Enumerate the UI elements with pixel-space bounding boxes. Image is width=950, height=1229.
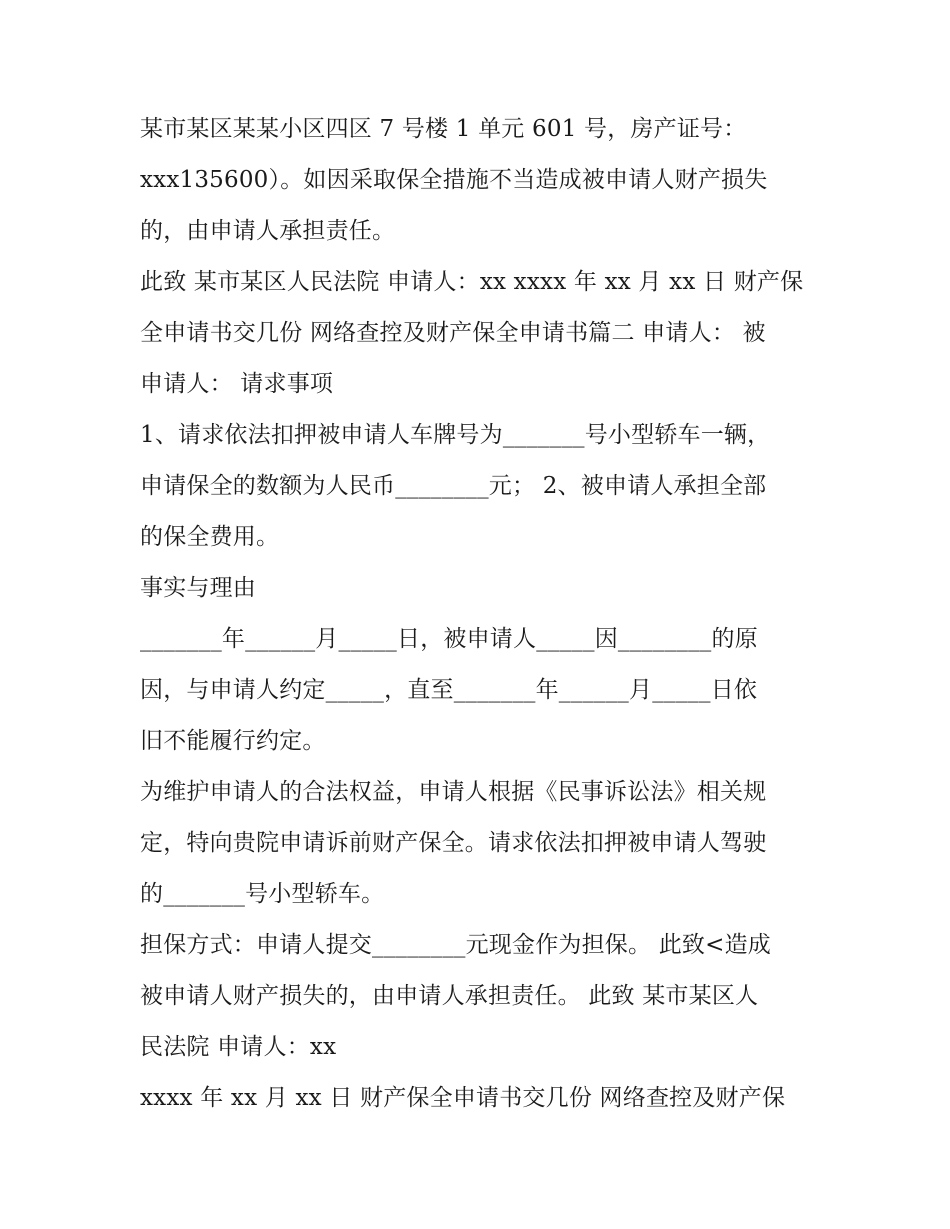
text-line: _______年______月_____日，被申请人_____因________的原 xyxy=(140,626,758,652)
section-heading: 事实与理由 xyxy=(140,575,256,601)
text-line: 定，特向贵院申请诉前财产保全。请求依法扣押被申请人驾驶 xyxy=(140,830,767,856)
text-line: xxxx 年 xx 月 xx 日 财产保全申请书交几份 网络查控及财产保 xyxy=(140,1085,786,1111)
text-line: 申请保全的数额为人民币________元； 2、被申请人承担全部 xyxy=(140,473,767,499)
document-page xyxy=(140,104,820,1124)
text-line: 某市某区某某小区四区 7 号楼 1 单元 601 号，房产证号： xyxy=(140,116,747,142)
text-line: 1、请求依法扣押被申请人车牌号为_______号小型轿车一辆， xyxy=(140,422,771,448)
text-line: 因，与申请人约定_____，直至_______年______月_____日依 xyxy=(140,677,758,703)
text-line: 为维护申请人的合法权益，申请人根据《民事诉讼法》相关规 xyxy=(140,779,767,805)
text-line: 的_______号小型轿车。 xyxy=(140,881,385,907)
text-line: 的保全费用。 xyxy=(140,524,280,550)
text-line: 被申请人财产损失的，由申请人承担责任。 此致 某市某区人 xyxy=(140,983,759,1009)
text-line: 旧不能履行约定。 xyxy=(140,728,326,754)
text-line: 民法院 申请人：xx xyxy=(140,1034,337,1060)
text-line: 申请人： 请求事项 xyxy=(140,371,334,397)
text-line: 担保方式：申请人提交________元现金作为担保。 此致<造成 xyxy=(140,932,771,958)
text-line: 的，由申请人承担责任。 xyxy=(140,218,396,244)
text-line: xxx135600）。如因采取保全措施不当造成被申请人财产损失 xyxy=(140,167,768,193)
text-line: 此致 某市某区人民法院 申请人：xx xxxx 年 xx 月 xx 日 财产保 xyxy=(140,269,804,295)
text-line: 全申请书交几份 网络查控及财产保全申请书篇二 申请人： 被 xyxy=(140,320,766,346)
